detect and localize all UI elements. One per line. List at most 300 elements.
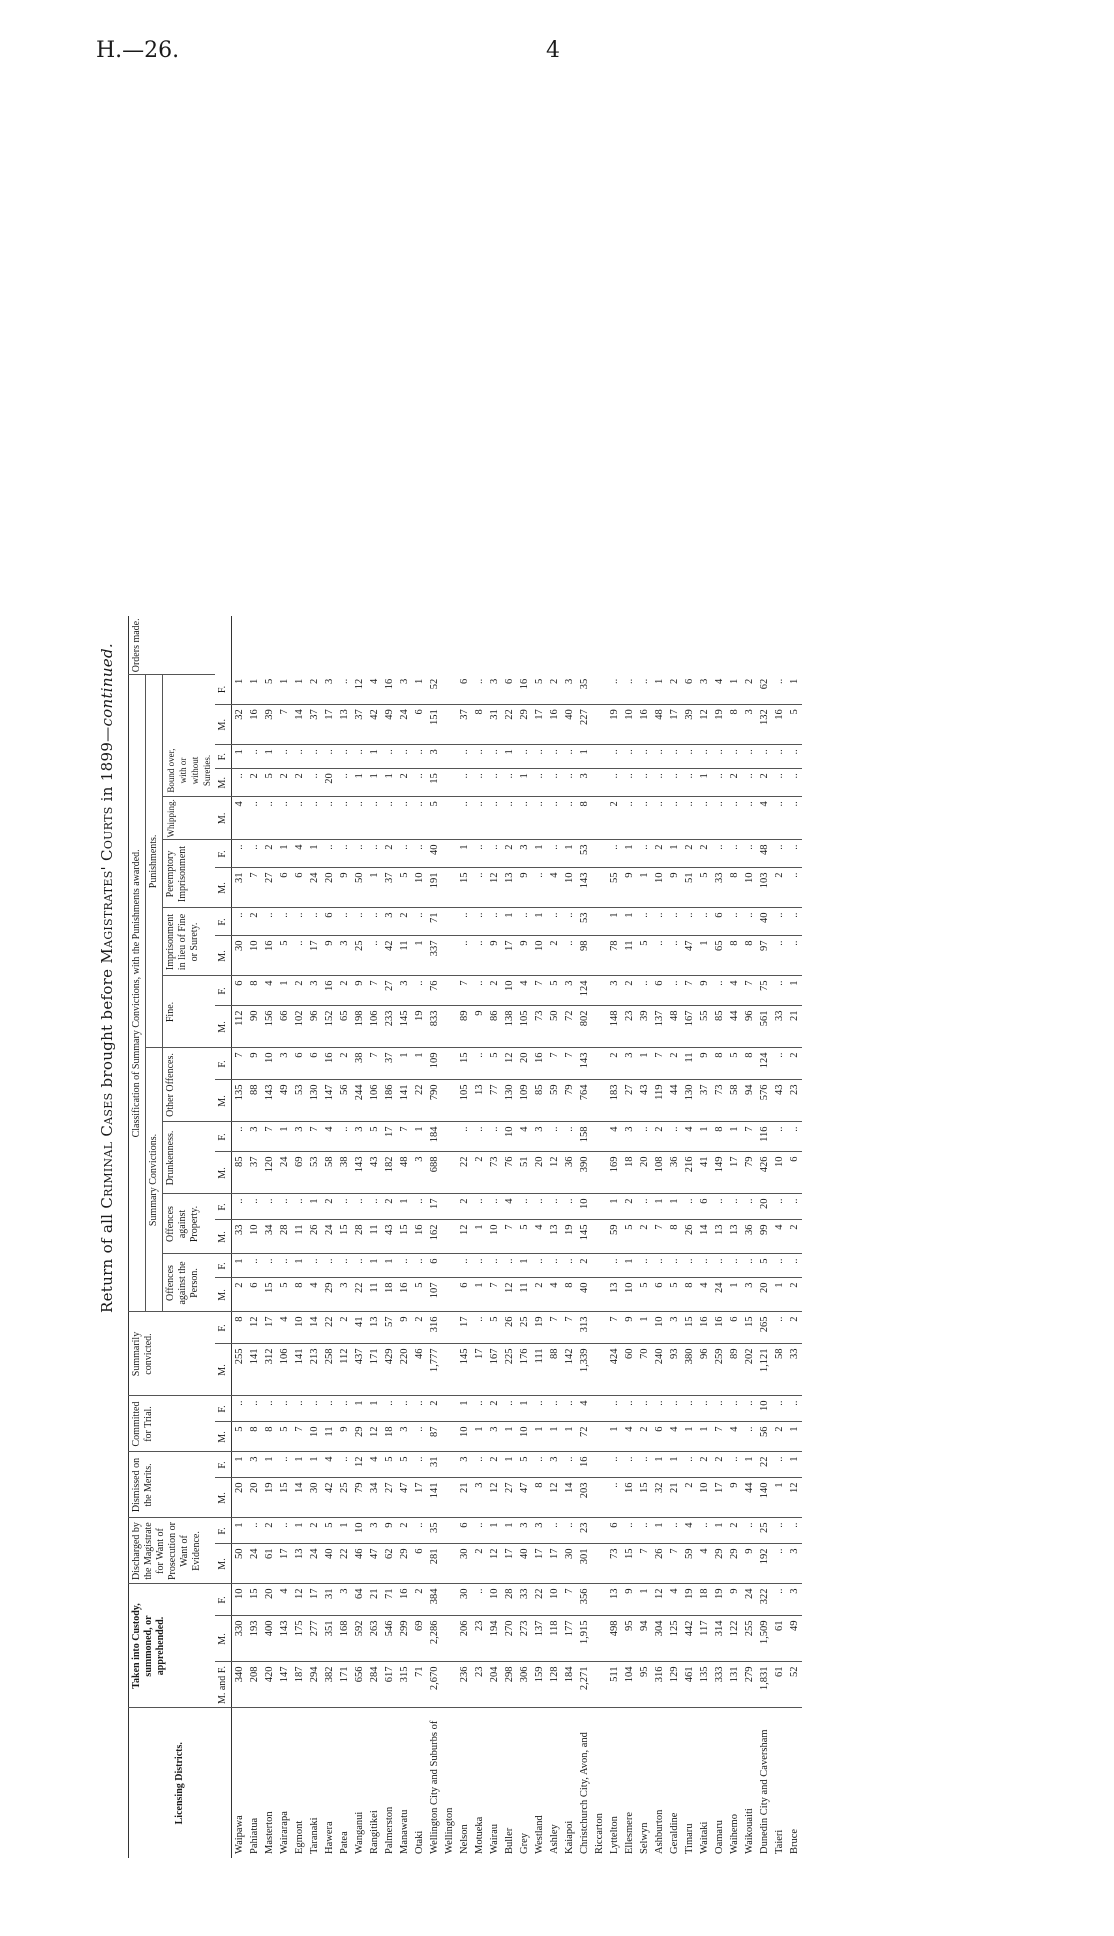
- table-cell: 6: [712, 908, 727, 936]
- table-cell: 52: [427, 675, 457, 705]
- table-cell: 6: [412, 1544, 427, 1584]
- table-cell: 89: [457, 1006, 472, 1048]
- table-cell: ..: [652, 936, 667, 976]
- table-cell: 30: [307, 1478, 322, 1518]
- table-cell: 4: [292, 840, 307, 868]
- table-cell: ..: [622, 745, 637, 769]
- table-cell: ..: [712, 745, 727, 769]
- table-cell: 2: [337, 1048, 352, 1080]
- table-cell: 120: [262, 1152, 277, 1194]
- table-row: [742, 616, 757, 1858]
- table-cell: 498: [607, 1616, 622, 1662]
- table-cell: ..: [457, 1122, 472, 1152]
- table-cell: 1,509: [757, 1616, 772, 1662]
- table-cell: 56: [337, 1080, 352, 1122]
- table-cell: 1: [667, 1452, 682, 1478]
- table-cell: 15: [637, 1478, 652, 1518]
- table-cell: 220: [397, 1344, 412, 1396]
- table-cell: ..: [772, 1122, 787, 1152]
- table-cell: 4: [667, 1584, 682, 1616]
- table-row: [457, 616, 472, 1858]
- district-name: Pahiatua: [249, 1817, 260, 1854]
- table-cell: 284: [367, 1662, 382, 1708]
- table-cell: 41: [697, 1152, 712, 1194]
- sex-label-f: F.: [215, 1254, 232, 1278]
- table-cell: 437: [352, 1344, 367, 1396]
- table-cell: 39: [637, 1006, 652, 1048]
- table-cell: ..: [262, 797, 277, 840]
- table-cell: 35: [577, 675, 607, 705]
- table-cell: ..: [667, 1254, 682, 1278]
- table-cell: 1: [622, 1254, 637, 1278]
- table-cell: ..: [262, 1254, 277, 1278]
- table-row: [427, 616, 457, 1858]
- table-cell: ..: [667, 745, 682, 769]
- table-cell: 400: [262, 1616, 277, 1662]
- table-cell: 1: [697, 769, 712, 797]
- table-cell: ..: [307, 797, 322, 840]
- table-cell: ..: [667, 1396, 682, 1422]
- table-cell: 36: [667, 1152, 682, 1194]
- table-cell: ..: [547, 840, 562, 868]
- table-cell: 13: [292, 1544, 307, 1584]
- table-cell: 9: [322, 936, 337, 976]
- table-cell: 2: [397, 769, 412, 797]
- table-cell: ..: [637, 769, 652, 797]
- table-cell: ..: [352, 797, 367, 840]
- table-cell: 312: [262, 1344, 277, 1396]
- table-cell: 3: [622, 1048, 637, 1080]
- table-cell: ..: [307, 1254, 322, 1278]
- table-cell: 2: [622, 1194, 637, 1220]
- table-cell: 17: [547, 1544, 562, 1584]
- table-cell: 176: [517, 1344, 532, 1396]
- table-cell: 33: [787, 1344, 802, 1396]
- table-cell: ..: [607, 769, 622, 797]
- table-cell: 33: [772, 1006, 787, 1048]
- table-cell: ..: [682, 1452, 697, 1478]
- table-cell: ..: [232, 769, 248, 797]
- col-person: Offences against the Person.: [163, 1254, 216, 1312]
- table-cell: ..: [547, 1254, 562, 1278]
- district-name: Ellesmere: [624, 1812, 635, 1854]
- table-cell: 3: [787, 1584, 802, 1616]
- table-cell: 4: [622, 1422, 637, 1452]
- table-cell: 3: [322, 675, 337, 705]
- table-cell: 4: [577, 1396, 607, 1422]
- table-cell: 2: [487, 1452, 502, 1478]
- table-cell: 12: [247, 1312, 262, 1344]
- table-cell: 2: [262, 1518, 277, 1544]
- table-cell: 255: [232, 1344, 248, 1396]
- table-cell: 5: [532, 675, 547, 705]
- table-cell: 10: [457, 1422, 472, 1452]
- table-cell: 1: [697, 936, 712, 976]
- table-cell: 2: [607, 1048, 622, 1080]
- table-cell: 1: [727, 1122, 742, 1152]
- district-name: Patea: [339, 1831, 350, 1854]
- sex-label-m: M.: [215, 1080, 232, 1122]
- table-cell: 43: [382, 1220, 397, 1254]
- table-cell: 15: [247, 1584, 262, 1616]
- table-cell: ..: [562, 769, 577, 797]
- table-cell: 20: [232, 1478, 248, 1518]
- table-cell: 6: [697, 1194, 712, 1220]
- table-cell: 17: [262, 1312, 277, 1344]
- table-cell: 122: [727, 1616, 742, 1662]
- table-cell: 1: [367, 1254, 382, 1278]
- table-cell: ..: [247, 1254, 262, 1278]
- table-cell: 40: [322, 1544, 337, 1584]
- sex-label-m: M.: [215, 1544, 232, 1584]
- table-cell: 244: [352, 1080, 367, 1122]
- table-cell: 1: [292, 1452, 307, 1478]
- table-cell: 1: [382, 769, 397, 797]
- table-cell: 27: [502, 1478, 517, 1518]
- table-cell: 71: [427, 908, 457, 936]
- table-cell: 2: [652, 1122, 667, 1152]
- table-cell: 24: [307, 1544, 322, 1584]
- table-cell: 10: [247, 1220, 262, 1254]
- table-cell: 11: [367, 1278, 382, 1312]
- table-cell: 23: [787, 1080, 802, 1122]
- table-cell: 50: [547, 1006, 562, 1048]
- table-cell: 2: [472, 1152, 487, 1194]
- table-cell: 49: [787, 1616, 802, 1662]
- table-cell: 16: [397, 1278, 412, 1312]
- col-classification: Classification of Summary Convictions, with the Punishments awarded.: [129, 675, 146, 1312]
- table-row: [277, 616, 292, 1858]
- table-cell: 9: [337, 1422, 352, 1452]
- table-cell: 9: [622, 868, 637, 908]
- table-cell: ..: [367, 797, 382, 840]
- table-cell: 4: [547, 1278, 562, 1312]
- table-cell: 27: [262, 868, 277, 908]
- table-row: [757, 616, 772, 1858]
- table-cell: 61: [772, 1662, 787, 1708]
- table-cell: ..: [787, 1194, 802, 1220]
- table-cell: ..: [772, 675, 787, 705]
- table-cell: 1: [367, 868, 382, 908]
- table-cell: ..: [472, 675, 487, 705]
- table-cell: ..: [742, 1254, 757, 1278]
- table-cell: ..: [697, 908, 712, 936]
- table-cell: 1: [292, 675, 307, 705]
- table-cell: 5: [667, 1278, 682, 1312]
- table-cell: 206: [457, 1616, 472, 1662]
- table-cell: 29: [397, 1544, 412, 1584]
- table-cell: 1: [397, 1194, 412, 1220]
- table-cell: 7: [292, 1422, 307, 1452]
- table-cell: ..: [292, 797, 307, 840]
- table-cell: ..: [487, 745, 502, 769]
- table-cell: 95: [637, 1662, 652, 1708]
- table-cell: 40: [577, 1278, 607, 1312]
- table-cell: 8: [262, 1422, 277, 1452]
- table-cell: 7: [652, 1048, 667, 1080]
- table-cell: 51: [517, 1152, 532, 1194]
- table-cell: ..: [667, 1518, 682, 1544]
- table-cell: 3: [337, 1584, 352, 1616]
- table-cell: 2: [787, 1220, 802, 1254]
- table-cell: 143: [352, 1152, 367, 1194]
- table-cell: ..: [247, 1396, 262, 1422]
- table-cell: ..: [352, 1254, 367, 1278]
- table-cell: ..: [532, 1194, 547, 1220]
- district-name: Bruce: [789, 1828, 800, 1854]
- table-cell: ..: [772, 1518, 787, 1544]
- sex-label-m: M.: [215, 1006, 232, 1048]
- table-cell: 177: [562, 1616, 577, 1662]
- table-cell: 3: [622, 1122, 637, 1152]
- table-cell: ..: [727, 840, 742, 868]
- table-cell: 2: [487, 976, 502, 1006]
- table-cell: 2: [532, 1278, 547, 1312]
- table-cell: 4: [682, 1122, 697, 1152]
- table-cell: 17: [307, 1584, 322, 1616]
- table-cell: ..: [682, 1194, 697, 1220]
- table-cell: 25: [352, 936, 367, 976]
- district-name: Kaiapoi: [564, 1820, 575, 1854]
- table-cell: 3: [532, 1122, 547, 1152]
- table-cell: ..: [667, 797, 682, 840]
- table-cell: 147: [277, 1662, 292, 1708]
- table-cell: ..: [277, 1452, 292, 1478]
- table-cell: 7: [277, 705, 292, 745]
- table-row: [727, 616, 742, 1858]
- table-cell: ..: [607, 1452, 622, 1478]
- table-cell: 106: [367, 1006, 382, 1048]
- table-cell: 19: [607, 705, 622, 745]
- table-cell: 461: [682, 1662, 697, 1708]
- table-cell: 79: [742, 1152, 757, 1194]
- table-cell: 36: [562, 1152, 577, 1194]
- table-cell: 1: [562, 1422, 577, 1452]
- table-cell: ..: [667, 976, 682, 1006]
- table-cell: 10: [487, 1220, 502, 1254]
- table-cell: 12: [352, 1452, 367, 1478]
- table-cell: ..: [487, 1122, 502, 1152]
- table-cell: ..: [322, 840, 337, 868]
- table-cell: 141: [427, 1478, 457, 1518]
- table-cell: ..: [712, 840, 727, 868]
- table-cell: 8: [247, 1422, 262, 1452]
- table-cell: 5: [547, 976, 562, 1006]
- table-cell: 26: [502, 1312, 517, 1344]
- table-cell: 20: [637, 1152, 652, 1194]
- table-cell: 12: [547, 1478, 562, 1518]
- table-cell: 44: [727, 1006, 742, 1048]
- table-cell: 9: [517, 936, 532, 976]
- table-cell: 103: [757, 868, 772, 908]
- table-cell: ..: [307, 769, 322, 797]
- table-cell: ..: [457, 769, 472, 797]
- table-cell: 5: [277, 1422, 292, 1452]
- table-cell: 5: [517, 1220, 532, 1254]
- table-cell: 194: [487, 1616, 502, 1662]
- table-cell: 7: [652, 1220, 667, 1254]
- table-cell: 72: [577, 1422, 607, 1452]
- table-body: [232, 616, 803, 1858]
- table-cell: 313: [577, 1312, 607, 1344]
- table-cell: 186: [382, 1080, 397, 1122]
- table-cell: 171: [367, 1344, 382, 1396]
- table-cell: ..: [727, 797, 742, 840]
- table-cell: 71: [412, 1662, 427, 1708]
- sex-label-m: M.: [215, 1478, 232, 1518]
- table-cell: 16: [247, 705, 262, 745]
- table-row: [247, 616, 262, 1858]
- table-title: Return of all Criminal Cases brought before Magistrates' Courts in 1899—continued.: [98, 643, 116, 1313]
- table-cell: 16: [397, 1584, 412, 1616]
- table-cell: 96: [742, 1006, 757, 1048]
- table-cell: 2: [772, 868, 787, 908]
- table-cell: 1: [277, 675, 292, 705]
- table-cell: 10: [292, 1312, 307, 1344]
- table-cell: 4: [667, 1422, 682, 1452]
- table-cell: ..: [547, 1122, 562, 1152]
- table-cell: 50: [232, 1544, 248, 1584]
- table-cell: 37: [352, 705, 367, 745]
- table-cell: 31: [427, 1452, 457, 1478]
- table-cell: 6: [427, 1254, 457, 1278]
- district-name: Dunedin City and Caversham: [759, 1729, 770, 1854]
- col-other: Other Offences.: [163, 1048, 216, 1122]
- table-cell: 1: [232, 1518, 248, 1544]
- table-cell: 156: [262, 1006, 277, 1048]
- table-cell: 442: [682, 1616, 697, 1662]
- table-cell: ..: [622, 797, 637, 840]
- table-cell: 1: [292, 1518, 307, 1544]
- table-cell: ..: [682, 769, 697, 797]
- table-cell: ..: [352, 1194, 367, 1220]
- table-cell: 60: [622, 1344, 637, 1396]
- district-name: Waikouaiti: [744, 1808, 755, 1854]
- table-cell: 147: [322, 1080, 337, 1122]
- district-name: Masterton: [264, 1811, 275, 1854]
- table-cell: ..: [397, 1396, 412, 1422]
- table-cell: 59: [682, 1544, 697, 1584]
- table-cell: 124: [757, 1048, 772, 1080]
- table-cell: 4: [517, 976, 532, 1006]
- table-cell: 5: [367, 1122, 382, 1152]
- table-cell: 1: [412, 675, 427, 705]
- table-cell: 27: [382, 1478, 397, 1518]
- table-cell: 2: [577, 1254, 607, 1278]
- table-cell: 2: [292, 769, 307, 797]
- table-cell: 3: [397, 675, 412, 705]
- table-cell: 108: [652, 1152, 667, 1194]
- table-cell: 24: [277, 1152, 292, 1194]
- table-cell: ..: [547, 1194, 562, 1220]
- table-cell: 3: [517, 840, 532, 868]
- table-cell: 5: [412, 1278, 427, 1312]
- table-cell: 98: [577, 936, 607, 976]
- table-cell: 16: [382, 675, 397, 705]
- table-cell: 35: [427, 1518, 457, 1544]
- table-cell: 2,271: [577, 1662, 607, 1708]
- table-cell: 10: [247, 936, 262, 976]
- table-cell: ..: [772, 769, 787, 797]
- col-drunk: Drunkenness.: [163, 1122, 216, 1194]
- table-cell: 6: [652, 1278, 667, 1312]
- table-cell: 15: [397, 1220, 412, 1254]
- table-cell: ..: [682, 908, 697, 936]
- table-cell: 171: [337, 1662, 352, 1708]
- table-cell: 306: [517, 1662, 532, 1708]
- table-cell: 3: [577, 769, 607, 797]
- district-name: Lyttelton: [609, 1816, 620, 1854]
- table-cell: 47: [367, 1544, 382, 1584]
- table-cell: 263: [367, 1616, 382, 1662]
- col-taken: Taken into Custody, summoned, or apprehended.: [129, 1584, 216, 1708]
- table-cell: ..: [637, 1396, 652, 1422]
- table-cell: 2: [787, 1048, 802, 1080]
- table-cell: 31: [232, 868, 248, 908]
- table-cell: ..: [697, 797, 712, 840]
- table-cell: 4: [322, 1122, 337, 1152]
- table-cell: 255: [742, 1616, 757, 1662]
- table-cell: ..: [652, 1254, 667, 1278]
- table-cell: ..: [547, 797, 562, 840]
- table-cell: 9: [742, 1544, 757, 1584]
- table-cell: 5: [277, 936, 292, 976]
- table-cell: ..: [262, 1194, 277, 1220]
- table-cell: 62: [382, 1544, 397, 1584]
- table-cell: 15: [277, 1478, 292, 1518]
- table-cell: ..: [367, 908, 382, 936]
- table-cell: ..: [397, 1254, 412, 1278]
- table-cell: ..: [487, 908, 502, 936]
- sex-label-m: M.: [215, 1278, 232, 1312]
- table-cell: 2: [292, 976, 307, 1006]
- table-cell: ..: [562, 1396, 577, 1422]
- table-cell: 43: [772, 1080, 787, 1122]
- table-row: [307, 616, 322, 1858]
- table-cell: 1: [337, 1518, 352, 1544]
- table-cell: 58: [727, 1080, 742, 1122]
- table-cell: 4: [757, 797, 772, 840]
- table-cell: 15: [457, 868, 472, 908]
- table-cell: 109: [517, 1080, 532, 1122]
- table-cell: 20: [757, 1194, 772, 1220]
- table-cell: ..: [487, 1194, 502, 1220]
- table-cell: 1: [607, 1422, 622, 1452]
- table-cell: 135: [697, 1662, 712, 1708]
- table-cell: 7: [457, 976, 472, 1006]
- table-cell: 6: [277, 868, 292, 908]
- table-cell: 137: [652, 1006, 667, 1048]
- table-cell: 22: [412, 1080, 427, 1122]
- table-cell: 3: [562, 976, 577, 1006]
- table-cell: ..: [367, 840, 382, 868]
- table-cell: 24: [742, 1584, 757, 1616]
- table-cell: 37: [247, 1152, 262, 1194]
- table-cell: 66: [277, 1006, 292, 1048]
- table-cell: ..: [487, 840, 502, 868]
- table-cell: ..: [772, 1254, 787, 1278]
- table-cell: ..: [787, 1122, 802, 1152]
- table-cell: ..: [262, 908, 277, 936]
- district-name: Grey: [519, 1833, 530, 1854]
- table-cell: 6: [292, 1048, 307, 1080]
- table-cell: ..: [547, 1396, 562, 1422]
- table-cell: 34: [262, 1220, 277, 1254]
- table-cell: 11: [682, 1048, 697, 1080]
- page-code: H.—26.: [96, 38, 180, 63]
- table-cell: ..: [397, 745, 412, 769]
- table-cell: 5: [622, 1220, 637, 1254]
